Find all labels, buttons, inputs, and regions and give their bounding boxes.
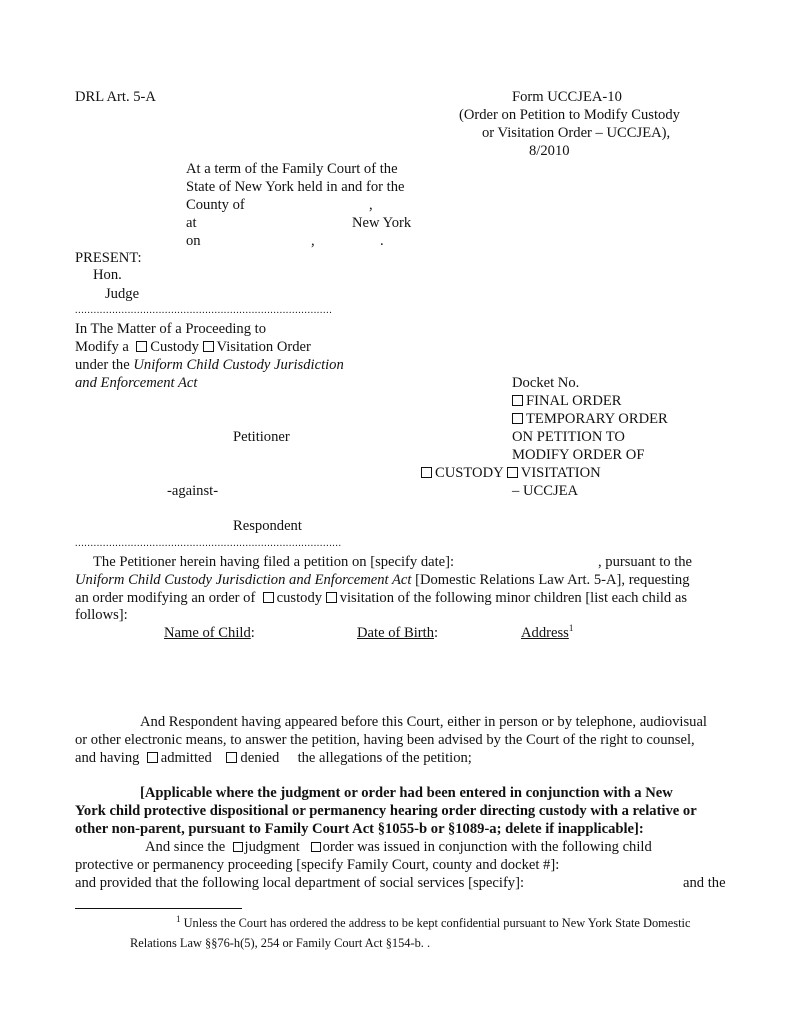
form-title-line-1: (Order on Petition to Modify Custody [459, 107, 680, 123]
against-label: -against- [167, 483, 219, 499]
respondent-appeared-text: And Respondent having appeared before this Court, either in person or by telephone, audiovisual [140, 714, 707, 730]
temporary-order-label: TEMPORARY ORDER [526, 411, 668, 427]
modify-prefix: Modify a [75, 339, 129, 355]
on-period: . [380, 233, 384, 249]
order-issued-text: order was issued in conjunction with the following child [322, 839, 652, 855]
docket-visitation-label: VISITATION [520, 465, 601, 481]
temporary-order-option [512, 410, 668, 428]
act-name-part-2: and Enforcement Act [75, 375, 198, 391]
visitation-order-checkbox-label: Visitation Order [216, 339, 311, 355]
respondent-label: Respondent [233, 518, 302, 534]
protective-proceeding-text: protective or permanency proceeding [specify Family Court, county and docket #]: [75, 857, 560, 873]
and-since-text: And since the [145, 839, 226, 855]
caption-act-line-1 [75, 356, 344, 374]
temporary-order-checkbox[interactable] [512, 413, 523, 424]
pursuant-to-text: , pursuant to the [598, 554, 693, 570]
form-title-line-2: or Visitation Order – UCCJEA), [482, 125, 671, 141]
court-term-line-2: State of New York held in and for the [186, 179, 405, 195]
judge-label: Judge [105, 286, 140, 302]
and-the-text: and the [683, 875, 726, 891]
modifying-order-line [75, 589, 687, 607]
dotted-rule-bottom: ...................................................................................... [75, 538, 342, 549]
act-name-italic: Uniform Child Custody Jurisdiction and Enforcement Act [75, 572, 412, 588]
act-reference-line [75, 571, 690, 589]
denied-label: denied [240, 750, 280, 766]
at-label: at [186, 215, 197, 231]
admitted-checkbox[interactable] [147, 752, 158, 763]
custody-visitation-options [421, 464, 601, 482]
judgment-label: judgment [244, 839, 300, 855]
form-date: 8/2010 [529, 143, 570, 159]
footnote-separator [75, 908, 242, 909]
follows-text: follows]: [75, 607, 128, 623]
docket-visitation-checkbox[interactable] [507, 467, 518, 478]
drl-reference: [Domestic Relations Law Art. 5-A], requesting [415, 572, 690, 588]
form-id: Form UCCJEA-10 [512, 89, 622, 105]
denied-checkbox[interactable] [226, 752, 237, 763]
judgment-checkbox[interactable] [233, 842, 243, 852]
present-label: PRESENT: [75, 250, 142, 266]
county-comma: , [369, 197, 373, 213]
on-petition-to-label: ON PETITION TO [512, 429, 625, 445]
address-header: Address$^1$ [521, 623, 574, 641]
footnote-line-1 [176, 914, 691, 932]
visitation-order-checkbox[interactable] [203, 341, 214, 352]
applicable-instruction-line-3: other non-parent, pursuant to Family Court Act §1055-b or §1089-a; delete if inapplicable]: [75, 821, 644, 837]
under-the-label: under the [75, 357, 130, 373]
footnote-text-1: Unless the Court has ordered the address to be kept confidential pursuant to New York State Domestic [183, 916, 691, 930]
dotted-rule-top: ................................................................................... [75, 305, 333, 316]
children-list-text: visitation of the following minor children [list each child as [339, 590, 688, 606]
custody-checkbox-label: Custody [150, 339, 199, 355]
name-of-child-header: Name of Child: [164, 625, 255, 641]
hon-label: Hon. [93, 267, 122, 283]
and-having-text: and having [75, 750, 140, 766]
docket-no-label: Docket No. [512, 375, 580, 391]
docket-custody-label: CUSTODY [435, 465, 504, 481]
footnote-reference[interactable]: 1 [568, 623, 574, 634]
on-label: on [186, 233, 201, 249]
social-services-text: and provided that the following local department of social services [specify]: [75, 875, 525, 891]
applicable-instruction-line-2: York child protective dispositional or permanency hearing order directing custody with a relative or [75, 803, 697, 819]
act-name-part-1: Uniform Child Custody Jurisdiction [133, 357, 344, 373]
final-order-label: FINAL ORDER [526, 393, 622, 409]
body-visitation-checkbox[interactable] [326, 592, 337, 603]
modify-order-of-label: MODIFY ORDER OF [512, 447, 645, 463]
uccjea-label: – UCCJEA [512, 483, 579, 499]
modifying-order-text: an order modifying an order of [75, 590, 256, 606]
custody-checkbox[interactable] [136, 341, 147, 352]
footnote-mark: 1 [176, 913, 181, 924]
petitioner-label: Petitioner [233, 429, 290, 445]
electronic-means-text: or other electronic means, to answer the petition, having been advised by the Court of the right to counsel, [75, 732, 695, 748]
date-of-birth-header: Date of Birth: [357, 625, 439, 641]
on-comma: , [311, 233, 315, 249]
allegations-text: the allegations of the petition; [297, 750, 472, 766]
court-term-line-1: At a term of the Family Court of the [186, 161, 398, 177]
body-custody-label: custody [276, 590, 323, 606]
caption-modify-line [75, 338, 311, 356]
petition-filed-text: The Petitioner herein having filed a petition on [specify date]: [93, 554, 455, 570]
order-checkbox[interactable] [311, 842, 321, 852]
final-order-option [512, 392, 622, 410]
caption-line-1: In The Matter of a Proceeding to [75, 321, 267, 337]
final-order-checkbox[interactable] [512, 395, 523, 406]
statute-reference: DRL Art. 5-A [75, 89, 156, 105]
body-custody-checkbox[interactable] [263, 592, 274, 603]
new-york-label: New York [352, 215, 412, 231]
admitted-label: admitted [160, 750, 212, 766]
county-label: County of [186, 197, 245, 213]
allegations-line [75, 749, 472, 767]
docket-custody-checkbox[interactable] [421, 467, 432, 478]
footnote-line-2: Relations Law §§76-h(5), 254 or Family Court Act §154-b. . [130, 936, 431, 950]
judgment-order-line [145, 838, 652, 856]
applicable-instruction-line-1: [Applicable where the judgment or order had been entered in conjunction with a New [140, 785, 673, 801]
